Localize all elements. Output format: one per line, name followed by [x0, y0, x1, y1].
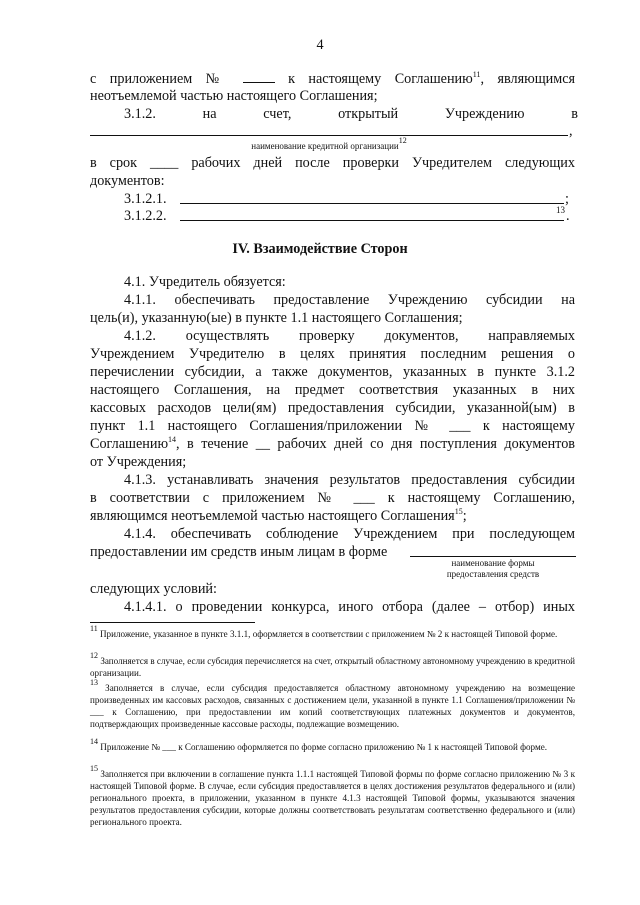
clause-4-1: 4.1. Учредитель обязуется:	[124, 274, 286, 290]
page-number: 4	[316, 37, 324, 53]
clause-4-1-2-line8: от Учреждения;	[90, 454, 187, 470]
clause-3-1-2-line4: документов:	[90, 173, 165, 189]
footnote-text: Приложение № ___ к Соглашению оформляется по форме согласно приложению № 1 к настоящей Типовой форме.	[100, 742, 548, 752]
item-3-1-2-1-line	[180, 203, 564, 204]
footnote-12	[90, 651, 575, 679]
footnote-number: 15	[90, 764, 98, 773]
clause-4-1-3-line3	[90, 507, 575, 525]
clause-4-1-4-line3: следующих условий:	[90, 581, 217, 597]
caption-text: наименование кредитной организации	[251, 141, 399, 151]
section-title: IV. Взаимодействие Сторон	[232, 241, 408, 257]
clause-3-1-2-line1	[124, 105, 578, 123]
clause-4-1-4-line2: предоставлении им средств иным лицам в форме	[90, 544, 388, 560]
footnote-11	[90, 624, 575, 640]
bank-name-line	[90, 135, 568, 136]
text-fragment: с приложением №	[90, 71, 230, 87]
text-fragment: являющимся неотъемлемой частью настоящего Соглашения	[90, 508, 455, 524]
footnote-14	[90, 737, 575, 753]
form-name-caption-1: наименование формы	[451, 558, 535, 568]
footnote-text: Заполняется в случае, если субсидия предоставляется областному автономному учреждению на возмещение произведенных им кассовых расходов, связанных с достижением цели, указанной в пункте 1.1 Соглашения/приложении № ___ к Соглашению, при предоставлении им копий соответствующих платежных документов и документов, подтверждающих произведенные кассовые расходы, подлежащие возмещению.	[90, 683, 576, 729]
footnote-13	[90, 678, 576, 730]
clause-4-1-3-line1: 4.1.3. устанавливать значения результатов предоставления субсидии	[124, 472, 575, 488]
footnote-ref: 11	[472, 70, 481, 79]
item-3-1-2-2-line	[180, 220, 564, 221]
blank-field	[243, 69, 275, 83]
clause-4-1-2-line1: 4.1.2. осуществлять проверку документов, направляемых	[124, 328, 575, 344]
footnote-number: 14	[90, 737, 98, 746]
footnote-15	[90, 764, 575, 828]
text-word: на	[202, 106, 217, 122]
text-word: счет,	[263, 106, 292, 122]
text-word: Учреждению	[444, 106, 525, 122]
text-word: открытый	[338, 106, 399, 122]
text-fragment: Соглашению	[90, 436, 169, 452]
clause-4-1-2-line6: пункт 1.1 настоящего Соглашения/приложении № ___ к настоящему	[90, 418, 575, 434]
text-fragment: ;	[462, 508, 467, 524]
clause-4-1-1-line1: 4.1.1. обеспечивать предоставление Учреждению субсидии на	[124, 292, 575, 308]
item-3-1-2-2-label: 3.1.2.2.	[124, 208, 167, 224]
line-end-comma: ,	[569, 123, 573, 139]
footnote-number: 13	[90, 678, 98, 687]
form-name-caption-2: предоставления средств	[446, 569, 540, 579]
footnote-ref: 15	[454, 507, 463, 516]
clause-number: 3.1.2.	[124, 106, 156, 122]
clause-4-1-4-line1: 4.1.4. обеспечивать соблюдение Учреждением при последующем	[124, 526, 575, 542]
form-name-line	[410, 556, 576, 557]
item-end-semicolon: ;	[565, 191, 569, 207]
clause-3-1-2-line3: в срок ____ рабочих дней после проверки Учредителем следующих	[90, 155, 575, 171]
clause-4-1-1-line2: цель(и), указанную(ые) в пункте 1.1 настоящего Соглашения;	[90, 310, 463, 326]
clause-4-1-2-line4: настоящего Соглашения, на предмет соответствия указанных в них	[90, 382, 575, 398]
footnote-separator	[90, 622, 255, 623]
clause-4-1-2-line7	[90, 435, 575, 453]
paragraph-appendix-line1	[90, 69, 575, 88]
text-word: в	[571, 106, 578, 122]
bank-name-caption	[90, 136, 568, 152]
footnote-text: Заполняется при включении в соглашение пункта 1.1.1 настоящей Типовой формы по форме согласно приложению № 3 к настоящей Типовой форме. В случае, если субсидия предоставляется в целях достижения результатов федерального и (или) регионального проекта, в приложении, указанном в пункте 4.1.3 настоящей Типовой формы, указываются значения результатов предоставления субсидии, которые должны соответствовать результатам соответственно федерального и (или) регионального проекта.	[90, 769, 575, 827]
clause-4-1-2-line3: перечислении субсидии, а также документов, указанных в пункте 3.1.2	[90, 364, 575, 380]
footnote-ref: 14	[168, 435, 177, 444]
clause-4-1-2-line5: кассовых расходов цели(ям) предоставления субсидии, указанной(ым) в	[90, 400, 575, 416]
paragraph-appendix-line2: неотъемлемой частью настоящего Соглашения;	[90, 88, 378, 104]
footnote-ref: 12	[398, 136, 407, 145]
footnote-number: 12	[90, 651, 98, 660]
text-fragment: к настоящему Соглашению	[288, 71, 473, 87]
item-end-period: .	[566, 208, 570, 224]
footnote-text: Приложение, указанное в пункте 3.1.1, оформляется в соответствии с приложением № 2 к настоящей Типовой форме.	[99, 629, 558, 639]
text-fragment: , в течение __ рабочих дней со дня поступления документов	[176, 436, 575, 452]
text-fragment: , являющимся	[480, 71, 576, 87]
footnote-text: Заполняется в случае, если субсидия перечисляется на счет, открытый областному автономному учреждению в кредитной организации.	[90, 656, 575, 678]
item-3-1-2-1-label: 3.1.2.1.	[124, 191, 167, 207]
clause-4-1-2-line2: Учреждением Учредителю в целях принятия последним решения о	[90, 346, 575, 362]
clause-4-1-4-1: 4.1.4.1. о проведении конкурса, иного отбора (далее – отбор) иных	[124, 599, 575, 615]
footnote-number: 11	[90, 624, 98, 633]
footnote-ref: 13	[556, 205, 565, 215]
clause-4-1-3-line2: в соответствии с приложением № ___ к настоящему Соглашению,	[90, 490, 575, 506]
